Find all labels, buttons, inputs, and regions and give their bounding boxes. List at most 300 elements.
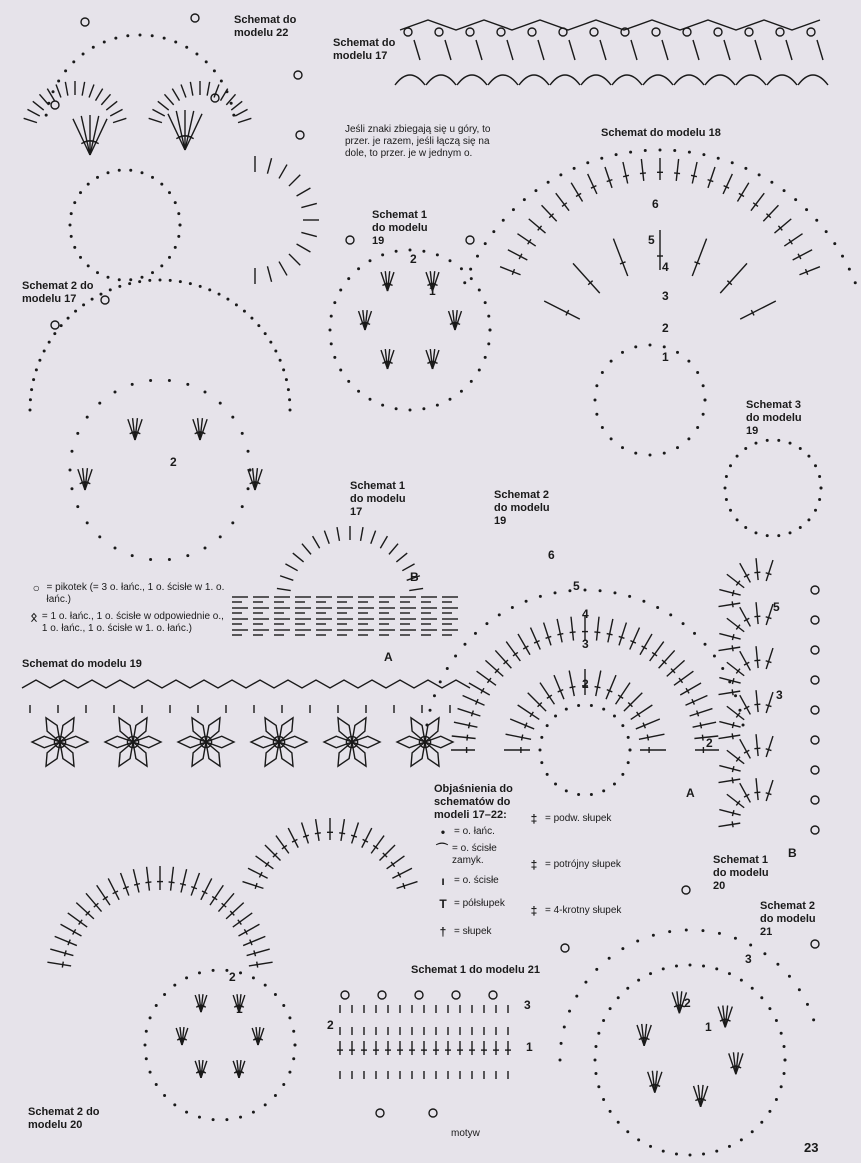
chain-dot	[702, 413, 705, 416]
chain-dot	[247, 487, 250, 490]
picot-ring	[378, 991, 386, 999]
chain-dot	[159, 279, 162, 282]
stitch-post	[239, 924, 260, 936]
page-number: 23	[804, 1140, 819, 1155]
chain-dot	[715, 967, 718, 970]
chain-dot	[264, 1103, 267, 1106]
chain-dot	[48, 341, 51, 344]
stitch-bar	[674, 173, 680, 174]
picot-ring	[376, 1109, 384, 1117]
legend-picot-text: = pikotek (= 3 o. łańc., 1 o. ścisłe w 1. o. łańc.)	[46, 582, 225, 605]
chain-dot	[92, 46, 95, 49]
stitch-post	[201, 878, 212, 899]
chain-dot	[594, 1045, 597, 1048]
label-schemat-3-model-19: Schemat 3 do modelu 19	[746, 399, 802, 437]
chain-dot	[269, 341, 272, 344]
chain-dot	[282, 1004, 285, 1007]
chain-dot	[53, 332, 56, 335]
chain-dot	[474, 632, 477, 635]
arrow-post	[538, 40, 544, 60]
stitch-post	[265, 845, 281, 861]
chain-dot	[702, 1153, 705, 1156]
chain-dot	[758, 173, 761, 176]
chain-dot	[734, 694, 737, 697]
stitch-post	[316, 819, 319, 841]
row-number-5: 5	[573, 579, 580, 593]
chain-dot	[241, 505, 244, 508]
chain-dot	[682, 622, 685, 625]
stitch-post	[97, 885, 110, 905]
chain-dot	[107, 171, 110, 174]
chain-dot	[174, 246, 177, 249]
chain-dot	[478, 369, 481, 372]
chain-dot	[74, 310, 77, 313]
stitch-bar	[754, 704, 760, 705]
chain-dot	[149, 1016, 152, 1019]
chain-dot	[30, 388, 33, 391]
chain-dot	[174, 40, 177, 43]
chain-dot	[98, 535, 101, 538]
stitch-post	[756, 690, 758, 712]
chain-dot	[148, 279, 151, 282]
stitch-post	[544, 623, 551, 646]
stitch-post	[389, 544, 398, 555]
chain-dot	[502, 219, 505, 222]
picot-ring	[296, 131, 304, 139]
chain-dot	[554, 591, 557, 594]
picot-ring	[682, 886, 690, 894]
chain-dot	[60, 324, 63, 327]
picot-ring	[811, 736, 819, 744]
stitch-post	[680, 683, 701, 695]
chain-dot	[174, 201, 177, 204]
chain-dot	[575, 995, 578, 998]
stitch-post	[248, 868, 268, 878]
stitch-post	[233, 913, 252, 927]
chain-dot	[288, 1071, 291, 1074]
stitch-bar	[702, 735, 703, 741]
stitch-bar	[766, 705, 772, 707]
stitch-post	[510, 719, 534, 729]
marker-A: A	[384, 650, 393, 664]
chain-dot	[559, 173, 562, 176]
stitch-post	[210, 885, 223, 905]
chain-dot	[744, 447, 747, 450]
chain-dot	[73, 246, 76, 249]
chain-dot	[446, 667, 449, 670]
picot-ring	[714, 28, 722, 36]
chain-dot	[597, 1032, 600, 1035]
chain-dot	[754, 531, 757, 534]
chain-dot	[736, 455, 739, 458]
chain-dot	[168, 558, 171, 561]
chain-dot	[608, 957, 611, 960]
stitch-bar	[619, 636, 625, 638]
stitch-post	[341, 819, 344, 841]
chain-dot	[613, 591, 616, 594]
stitch-post	[302, 544, 311, 555]
chain-dot	[492, 230, 495, 233]
chain-dot	[577, 704, 580, 707]
chain-dot	[177, 212, 180, 215]
stitch-post	[763, 205, 778, 221]
scallop-arc	[395, 75, 425, 85]
stitch-post	[719, 722, 740, 727]
row-number-3c: 3	[524, 998, 531, 1012]
chain-dot	[621, 724, 624, 727]
stitch-post	[267, 158, 271, 173]
stitch-post	[685, 695, 707, 705]
chain-dot	[72, 60, 75, 63]
stitch-post	[279, 165, 287, 179]
stitch-post	[719, 766, 740, 771]
stitch-post	[379, 845, 395, 861]
stitch-bar	[647, 735, 648, 741]
stitch-post	[517, 234, 535, 246]
stitch-post	[756, 778, 758, 800]
stitch-post	[719, 590, 740, 595]
picot-ring	[811, 796, 819, 804]
chain-dot	[118, 169, 121, 172]
chain-dot	[763, 952, 766, 955]
chain-dot	[685, 929, 688, 932]
arrow-post	[445, 40, 451, 60]
stitch-bar	[570, 687, 576, 688]
stitch-post	[279, 262, 287, 276]
chain-dot	[454, 654, 457, 657]
chain-dot	[636, 939, 639, 942]
legend-picot-2-text: = 1 o. łańc., 1 o. ścisłe w odpowiednie o., 1 o. łańc., 1 o. ścisłe w 1. o. łańc.)	[41, 611, 224, 634]
stitch-bar	[691, 175, 697, 176]
stitch-post	[313, 536, 320, 548]
chain-dot	[289, 409, 292, 412]
chain-dot	[76, 505, 79, 508]
chain-dot	[525, 600, 528, 603]
chain-dot	[734, 937, 737, 940]
chain-dot	[676, 351, 679, 354]
chain-dot	[609, 1110, 612, 1113]
chain-dot	[563, 1025, 566, 1028]
stitch-post	[727, 662, 744, 675]
chain-dot	[621, 773, 624, 776]
chain-dot	[205, 60, 208, 63]
stitch-post	[766, 692, 773, 713]
chain-dot	[617, 1121, 620, 1124]
stitch-post	[727, 750, 744, 763]
stitch-bar	[732, 601, 733, 607]
stitch-post	[181, 84, 186, 97]
stitch-bar	[303, 835, 309, 837]
stitch-post	[571, 183, 582, 202]
chain-dot	[292, 1030, 295, 1033]
picot-ring	[811, 826, 819, 834]
chain-dot	[652, 934, 655, 937]
chain-dot	[287, 388, 290, 391]
stitch-post	[495, 650, 511, 668]
scallop-arc	[488, 75, 518, 85]
chain-dot	[70, 235, 73, 238]
chain-dot	[204, 546, 207, 549]
chain-dot	[70, 212, 73, 215]
arrow-post	[414, 40, 420, 60]
legend-picot-2	[30, 611, 230, 635]
chain-dot	[634, 452, 637, 455]
stitch-post	[121, 873, 129, 896]
stitch-bar	[754, 616, 760, 617]
stitch-post	[640, 634, 652, 655]
chain-dot	[818, 475, 821, 478]
chain-dot	[395, 407, 398, 410]
stitch-bar	[697, 711, 699, 717]
chain-dot	[560, 1042, 563, 1045]
chain-dot	[149, 1071, 152, 1074]
stitch-post	[185, 111, 194, 150]
chain-dot	[642, 600, 645, 603]
stitch-bar	[403, 883, 405, 889]
chain-dot	[230, 102, 233, 105]
picot-ring	[652, 28, 660, 36]
chain-dot	[185, 46, 188, 49]
chain-dot	[760, 996, 763, 999]
chain-dot	[294, 1044, 297, 1047]
chain-dot	[140, 171, 143, 174]
chain-dot	[675, 1153, 678, 1156]
chain-dot	[231, 521, 234, 524]
stitch-post	[392, 868, 412, 878]
chain-dot	[702, 384, 705, 387]
stitch-post	[164, 94, 173, 105]
chain-dot	[848, 268, 851, 271]
chain-dot	[347, 277, 350, 280]
scallop-arc	[767, 75, 797, 85]
chain-dot	[594, 1072, 597, 1075]
treble-icon: ‡	[530, 812, 538, 826]
scallop-arc	[798, 75, 828, 85]
stitch-post	[605, 167, 612, 188]
chain-dot	[702, 153, 705, 156]
stitch-bar	[467, 735, 468, 741]
arrow-post	[507, 40, 513, 60]
chain-dot	[554, 714, 557, 717]
stitch-bar	[732, 678, 733, 684]
stitch-bar	[732, 722, 733, 728]
stitch-bar	[254, 950, 256, 956]
chain-dot	[626, 987, 629, 990]
stitch-post	[86, 893, 102, 911]
chain-dot	[118, 278, 121, 281]
stitch-post	[737, 183, 748, 202]
chain-dot	[833, 242, 836, 245]
stitch-post	[518, 634, 530, 655]
chain-dot	[688, 151, 691, 154]
chain-dot	[436, 404, 439, 407]
label-schemat-model-18: Schemat do modelu 18	[601, 127, 721, 139]
stitch-post	[573, 263, 600, 293]
legend-tr	[527, 813, 611, 825]
stitch-bar	[595, 687, 601, 688]
chain-dot	[449, 398, 452, 401]
chain-dot	[602, 1098, 605, 1101]
chain-dot	[463, 643, 466, 646]
chain-dot	[185, 1111, 188, 1114]
picot-ring	[341, 991, 349, 999]
stitch-post	[33, 101, 44, 110]
chain-dot	[98, 402, 101, 405]
picot-ring	[191, 14, 199, 22]
stitch-post	[469, 683, 490, 695]
zigzag-edge	[400, 20, 820, 30]
chain-dot	[637, 1138, 640, 1141]
stitch-post	[719, 735, 741, 738]
chain-dot	[594, 1059, 597, 1062]
stitch-post	[280, 576, 293, 581]
chain-dot	[145, 1057, 148, 1060]
row-number-2e: 2	[327, 1018, 334, 1032]
chain-dot	[766, 439, 769, 442]
chain-dot	[687, 437, 690, 440]
stitch-bar	[766, 661, 772, 663]
chain-dot	[590, 793, 593, 796]
chain-dot	[219, 535, 222, 538]
chain-dot	[470, 277, 473, 280]
stitch-post	[297, 244, 311, 252]
label-schemat-1-model-19: Schemat 1 do modelu 19	[372, 209, 428, 247]
scallop-arc	[581, 75, 611, 85]
chain-dot	[439, 680, 442, 683]
chain-dot	[613, 783, 616, 786]
chain-dot	[160, 264, 163, 267]
row-number-2d: 2	[662, 321, 669, 335]
stitch-bar	[732, 634, 733, 640]
chain-dot	[805, 208, 808, 211]
chain-dot	[602, 789, 605, 792]
chain-dot	[825, 230, 828, 233]
chain-dot	[145, 1030, 148, 1033]
motif-label: motyw	[451, 1128, 480, 1139]
stitch-post	[172, 89, 179, 101]
chain-dot	[738, 709, 741, 712]
chain-dot	[163, 37, 166, 40]
chain-dot	[775, 1098, 778, 1101]
chain-dot	[129, 278, 132, 281]
chain-dot	[704, 643, 707, 646]
double-treble-icon: ‡	[530, 858, 538, 872]
stitch-post	[463, 695, 485, 705]
chain-dot	[621, 351, 624, 354]
picot-ring	[404, 28, 412, 36]
chain-dot	[213, 69, 216, 72]
scallop-arc	[674, 75, 704, 85]
double-crochet-icon: †	[439, 925, 447, 939]
row-number-3: 3	[582, 637, 589, 651]
stitch-post	[542, 205, 557, 221]
picot-ring	[497, 28, 505, 36]
chain-dot	[114, 546, 117, 549]
stitch-bar	[700, 722, 701, 728]
stitch-post	[540, 683, 554, 705]
chain-dot	[67, 317, 70, 320]
chain-dot	[702, 964, 705, 967]
stitch-bar	[180, 884, 186, 885]
stitch-post	[289, 254, 300, 265]
chain-dot	[333, 301, 336, 304]
stitch-bar	[766, 573, 772, 575]
stitch-post	[740, 783, 751, 802]
chain-dot	[369, 259, 372, 262]
chain-dot	[731, 161, 734, 164]
chain-dot	[760, 1121, 763, 1124]
chain-dot	[285, 378, 288, 381]
stitch-bar	[522, 735, 523, 741]
stitch-post	[630, 628, 640, 650]
chain-dot	[381, 404, 384, 407]
chain-dot	[783, 1072, 786, 1075]
chain-dot	[484, 242, 487, 245]
chain-dot	[487, 342, 490, 345]
chain-dot	[489, 329, 492, 332]
stitch-bar	[315, 833, 321, 834]
chain-dot	[770, 181, 773, 184]
stitch-bar	[607, 180, 613, 182]
row-number-1c: 1	[526, 1040, 533, 1054]
stitch-post	[90, 119, 107, 155]
picot-ring	[745, 28, 753, 36]
chain-dot	[79, 256, 82, 259]
arrow-post	[755, 40, 761, 60]
stitch-bar	[257, 962, 258, 968]
stitch-post	[720, 263, 747, 293]
chain-dot	[662, 967, 665, 970]
row-number-2c: 2	[410, 252, 417, 266]
stitch-post	[396, 553, 407, 562]
chain-dot	[854, 281, 857, 284]
chain-dot	[173, 984, 176, 987]
chain-dot	[232, 114, 235, 117]
stitch-post	[285, 564, 297, 571]
chain-dot	[546, 724, 549, 727]
chain-dot	[668, 930, 671, 933]
stitch-bar	[469, 722, 470, 728]
chain-dot	[168, 191, 171, 194]
chain-dot	[540, 761, 543, 764]
stitch-bar	[623, 175, 629, 176]
chain-dot	[610, 437, 613, 440]
chain-dot	[663, 452, 666, 455]
chain-dot	[789, 442, 792, 445]
chain-dot	[163, 993, 166, 996]
chain-dot	[584, 981, 587, 984]
row-number-3e: 3	[745, 952, 752, 966]
slip-stitch-icon: ⌒	[436, 842, 449, 856]
picot-ring	[811, 940, 819, 948]
legend-hdc-text: = półsłupek	[454, 898, 505, 909]
stitch-post	[409, 588, 423, 590]
stitch-post	[719, 779, 741, 782]
chain-dot	[595, 968, 598, 971]
chain-dot	[69, 469, 72, 472]
chain-dot	[659, 149, 662, 152]
picot-ring	[811, 766, 819, 774]
stitch-post	[799, 267, 819, 275]
chain-dot	[179, 224, 182, 227]
chain-dot	[586, 161, 589, 164]
stitch-bar	[766, 749, 772, 751]
chain-dot	[282, 1083, 285, 1086]
chain-dot	[169, 279, 172, 282]
chain-dot	[329, 329, 332, 332]
legend-qtr-text: = 4-krotny słupek	[545, 905, 622, 916]
chain-dot	[687, 360, 690, 363]
